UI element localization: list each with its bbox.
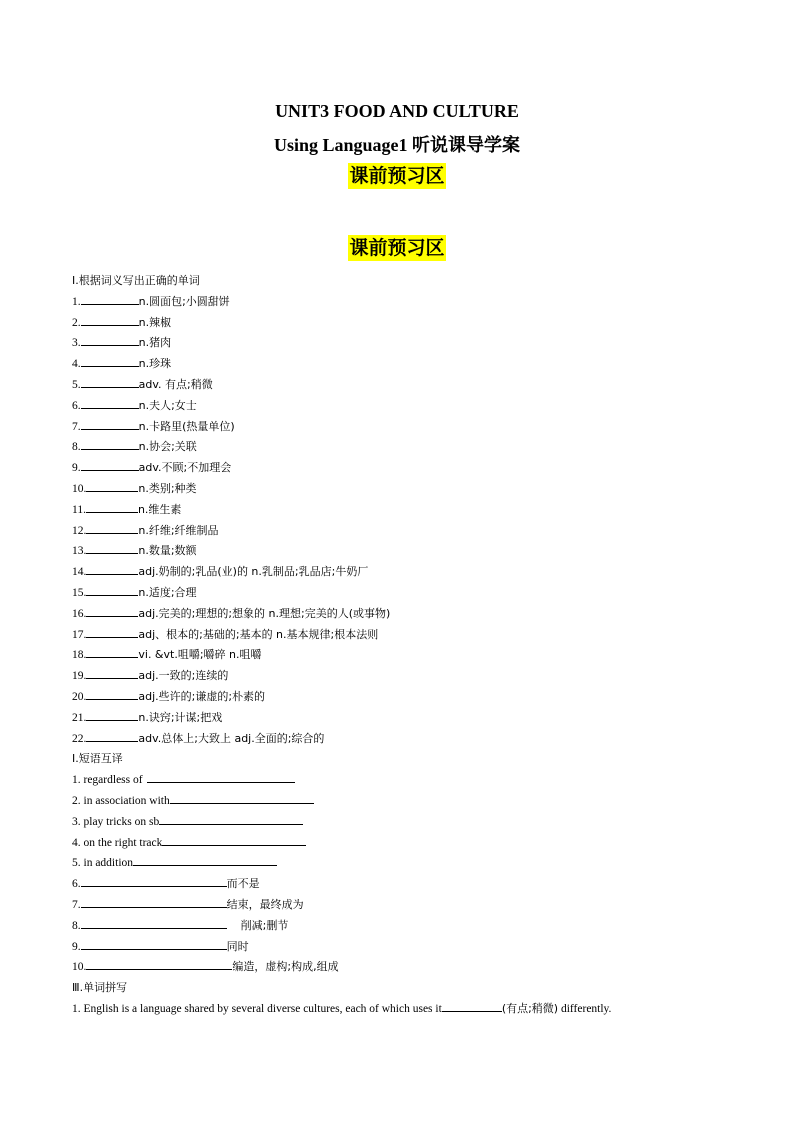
answer-blank[interactable] xyxy=(81,396,139,409)
phrase-text: 3. play tricks on sb xyxy=(72,815,160,828)
answer-blank[interactable] xyxy=(86,625,138,638)
phrase-item xyxy=(72,833,722,854)
word-item xyxy=(72,313,722,334)
word-item xyxy=(72,625,722,646)
answer-blank[interactable] xyxy=(86,729,138,742)
item-number: 16. xyxy=(72,607,87,620)
word-item xyxy=(72,479,722,500)
answer-blank[interactable] xyxy=(81,333,139,346)
exercise-content xyxy=(72,271,722,1020)
answer-blank[interactable] xyxy=(86,645,138,658)
item-definition: adj.完美的;理想的;想象的 n.理想;完美的人(或事物) xyxy=(138,606,391,620)
item-number: 1. xyxy=(72,295,81,308)
phrase-item xyxy=(72,895,722,916)
item-number: 11. xyxy=(72,503,86,516)
answer-blank[interactable] xyxy=(86,541,138,554)
answer-blank[interactable] xyxy=(86,604,138,617)
item-number: 15. xyxy=(72,586,87,599)
phrase-text: 1. regardless of xyxy=(72,774,143,787)
section-label-highlight: 课前预习区 xyxy=(349,165,445,187)
item-definition: n.类别;种类 xyxy=(138,481,197,495)
item-definition: adj.一致的;连续的 xyxy=(138,669,229,683)
answer-blank[interactable] xyxy=(86,666,138,679)
answer-blank[interactable] xyxy=(133,853,277,866)
phrase-text: 4. on the right track xyxy=(72,836,163,849)
phrase-meaning: 同时 xyxy=(226,939,249,953)
part1-heading: I.根据词义写出正确的单词 xyxy=(72,274,200,287)
word-item xyxy=(72,604,722,625)
phrase-item xyxy=(72,791,722,812)
phrase-meaning: 结束，最终成为 xyxy=(226,897,304,911)
word-item xyxy=(72,708,722,729)
answer-blank[interactable] xyxy=(86,957,232,970)
item-definition: vi. &vt.咀嚼;嚼碎 n.咀嚼 xyxy=(138,648,262,662)
item-definition: adv. 有点;稍微 xyxy=(138,377,213,391)
item-definition: n.协会;关联 xyxy=(138,440,197,454)
item-number: 6. xyxy=(72,399,81,412)
answer-blank[interactable] xyxy=(86,583,138,596)
item-number: 5. xyxy=(72,378,81,391)
sentence-hint: (有点;稍微) xyxy=(501,1001,559,1015)
phrase-text: 2. in association with xyxy=(72,794,170,807)
answer-blank[interactable] xyxy=(86,521,138,534)
part2-cn-list xyxy=(72,874,722,978)
answer-blank[interactable] xyxy=(81,354,139,367)
answer-blank[interactable] xyxy=(81,895,227,908)
word-item xyxy=(72,687,722,708)
phrase-meaning: 削减;删节 xyxy=(240,918,289,932)
item-number: 6. xyxy=(72,878,81,891)
word-item xyxy=(72,333,722,354)
word-item xyxy=(72,645,722,666)
item-definition: n.猪肉 xyxy=(138,336,172,350)
page-subtitle: Using Language1 听说课导学案 xyxy=(273,135,521,155)
item-definition: adj、根本的;基础的;基本的 n.基本规律;根本法则 xyxy=(138,627,379,641)
answer-blank[interactable] xyxy=(86,708,138,721)
answer-blank[interactable] xyxy=(81,313,139,326)
word-item xyxy=(72,458,722,479)
part3-heading: Ⅲ.单词拼写 xyxy=(72,981,128,995)
section-label-highlight: 课前预习区 xyxy=(349,237,445,259)
word-item xyxy=(72,500,722,521)
answer-blank[interactable] xyxy=(81,417,139,430)
item-number: 8. xyxy=(72,919,81,932)
item-number: 9. xyxy=(72,462,81,475)
item-number: 20. xyxy=(72,690,87,703)
answer-blank[interactable] xyxy=(162,833,306,846)
answer-blank[interactable] xyxy=(81,375,139,388)
item-number: 21. xyxy=(72,711,87,724)
item-number: 2. xyxy=(72,316,81,329)
item-definition: n.卡路里(热量单位) xyxy=(138,419,235,433)
item-number: 18. xyxy=(72,649,87,662)
phrase-item xyxy=(72,937,722,958)
item-definition: adj.些许的;谦虚的;朴素的 xyxy=(138,689,266,703)
answer-blank[interactable] xyxy=(147,770,295,783)
answer-blank[interactable] xyxy=(81,916,227,929)
phrase-item xyxy=(72,957,722,978)
item-number: 7. xyxy=(72,420,81,433)
phrase-item xyxy=(72,812,722,833)
item-number: 10. xyxy=(72,961,87,974)
item-definition: adv.不顾;不加理会 xyxy=(138,461,232,475)
word-item xyxy=(72,396,722,417)
word-item xyxy=(72,521,722,542)
word-item xyxy=(72,541,722,562)
phrase-text: 5. in addition xyxy=(72,857,134,870)
phrase-item xyxy=(72,874,722,895)
item-definition: n.适度;合理 xyxy=(138,585,197,599)
answer-blank[interactable] xyxy=(81,437,139,450)
word-item xyxy=(72,292,722,313)
answer-blank[interactable] xyxy=(81,937,227,950)
answer-blank[interactable] xyxy=(86,500,138,513)
answer-blank[interactable] xyxy=(442,999,502,1012)
item-definition: n.辣椒 xyxy=(138,315,172,329)
item-number: 9. xyxy=(72,940,81,953)
word-item xyxy=(72,666,722,687)
item-definition: n.纤维;纤维制品 xyxy=(138,523,219,537)
word-item xyxy=(72,583,722,604)
phrase-meaning: 编造，虚构;构成,组成 xyxy=(232,960,339,974)
word-item xyxy=(72,562,722,583)
item-definition: adj.奶制的;乳品(业)的 n.乳制品;乳品店;牛奶厂 xyxy=(138,565,369,579)
section-label-wrap-1 xyxy=(0,163,794,189)
word-item xyxy=(72,729,722,750)
item-number: 17. xyxy=(72,628,87,641)
item-number: 14. xyxy=(72,566,87,579)
word-item xyxy=(72,354,722,375)
sentence-before: 1. English is a language shared by several diverse cultures, each of which uses it xyxy=(72,1002,442,1015)
phrase-item xyxy=(72,916,722,937)
part1-list xyxy=(72,292,722,750)
phrase-meaning: 而不是 xyxy=(226,877,260,891)
answer-blank[interactable] xyxy=(86,479,138,492)
word-item xyxy=(72,375,722,396)
item-number: 3. xyxy=(72,337,81,350)
item-definition: n.诀窍;计谋;把戏 xyxy=(138,710,223,724)
word-item xyxy=(72,437,722,458)
item-number: 4. xyxy=(72,358,81,371)
item-number: 12. xyxy=(72,524,87,537)
answer-blank[interactable] xyxy=(170,791,314,804)
page-title: UNIT3 FOOD AND CULTURE xyxy=(275,101,519,121)
answer-blank[interactable] xyxy=(86,562,138,575)
phrase-item xyxy=(72,853,722,874)
part2-heading: I.短语互译 xyxy=(72,752,123,766)
item-definition: n.数量;数额 xyxy=(138,544,197,558)
item-number: 7. xyxy=(72,898,81,911)
item-number: 10. xyxy=(72,482,87,495)
answer-blank[interactable] xyxy=(159,812,303,825)
part3-sentence xyxy=(72,999,722,1020)
phrase-item xyxy=(72,770,722,791)
answer-blank[interactable] xyxy=(81,458,139,471)
item-definition: n.夫人;女士 xyxy=(138,398,197,412)
answer-blank[interactable] xyxy=(81,874,227,887)
sentence-after: differently. xyxy=(558,1002,612,1015)
item-number: 13. xyxy=(72,545,87,558)
word-item xyxy=(72,417,722,438)
item-definition: adv.总体上;大致上 adj.全面的;综合的 xyxy=(138,731,325,745)
item-number: 22. xyxy=(72,732,87,745)
item-definition: n.圆面包;小圆甜饼 xyxy=(138,294,230,308)
answer-blank[interactable] xyxy=(81,292,139,305)
item-number: 19. xyxy=(72,670,87,683)
answer-blank[interactable] xyxy=(86,687,138,700)
item-definition: n.维生素 xyxy=(137,502,182,516)
item-definition: n.珍珠 xyxy=(138,357,172,371)
item-number: 8. xyxy=(72,441,81,454)
part2-en-list xyxy=(72,770,722,874)
section-label-wrap-2 xyxy=(0,235,794,261)
